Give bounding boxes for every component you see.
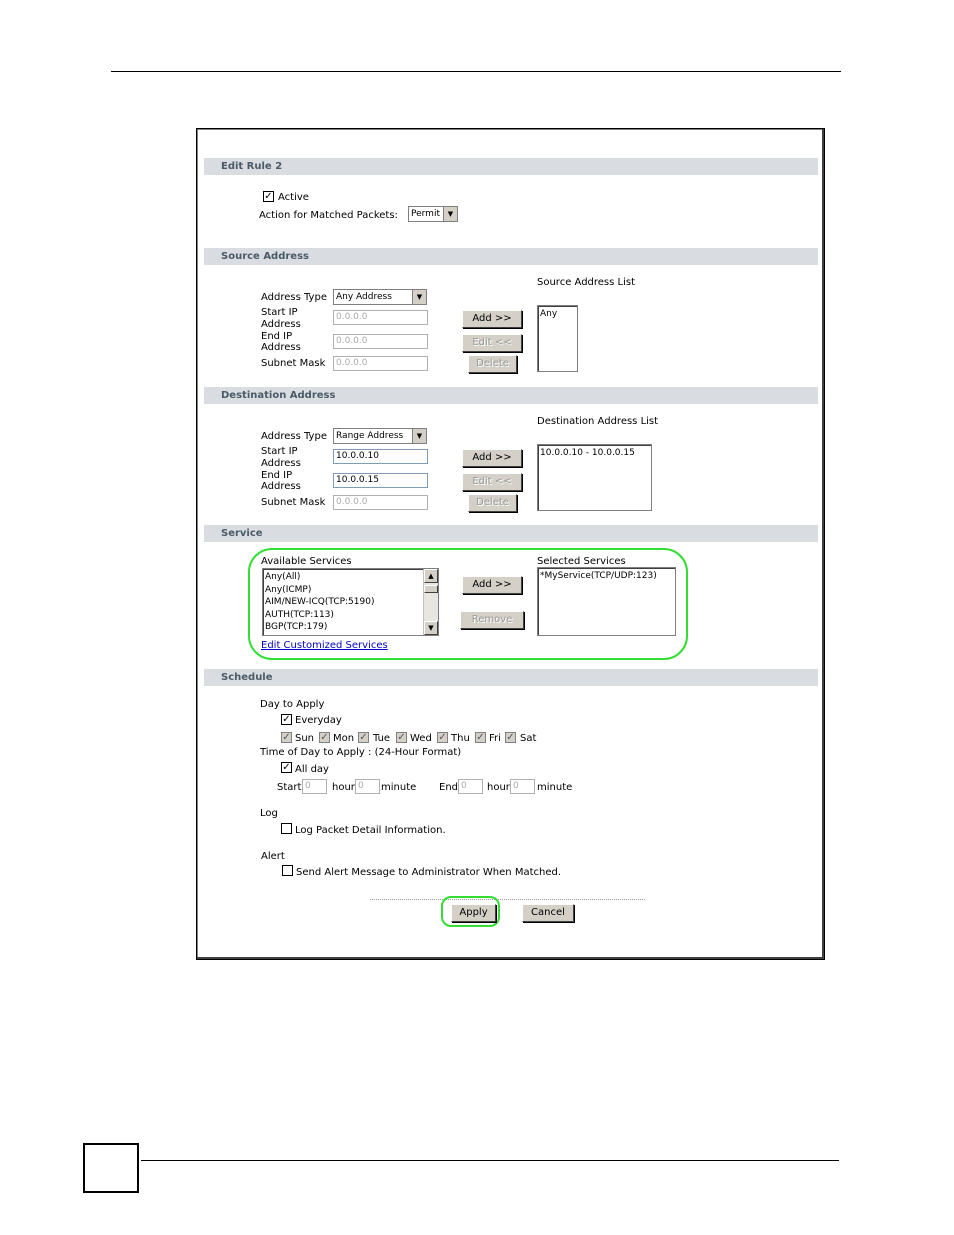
day-tue-checkbox[interactable] [358, 732, 369, 743]
scroll-thumb[interactable] [424, 585, 438, 593]
destination-start-ip-label: Start IP [261, 446, 298, 457]
list-item[interactable]: AIM/NEW-ICQ(TCP:5190) [265, 597, 375, 607]
source-title: Source Address [221, 251, 309, 262]
source-address-type-value: Any Address [336, 292, 392, 302]
source-end-ip-input[interactable]: 0.0.0.0 [333, 334, 428, 349]
destination-subnet-input[interactable]: 0.0.0.0 [333, 495, 428, 510]
list-item[interactable]: BGP(TCP:179) [265, 622, 328, 632]
check-icon: ✓ [397, 732, 406, 743]
source-add-button[interactable]: Add >> [462, 310, 522, 328]
service-remove-button[interactable]: Remove [460, 611, 524, 629]
alert-title: Alert [261, 851, 285, 862]
service-title: Service [221, 528, 263, 539]
day-sat-label: Sat [520, 733, 537, 744]
day-fri-label: Fri [489, 733, 501, 744]
edit-customized-services-link[interactable]: Edit Customized Services [261, 640, 388, 651]
list-item[interactable]: AUTH(TCP:113) [265, 609, 334, 620]
everyday-checkbox[interactable] [281, 714, 292, 725]
scroll-down-icon[interactable]: ▼ [424, 621, 438, 635]
destination-address-type-select[interactable] [333, 428, 427, 444]
source-subnet-label: Subnet Mask [261, 358, 326, 369]
start-minute-label: minute [381, 782, 417, 793]
selected-services-label: Selected Services [537, 556, 626, 567]
day-wed-checkbox[interactable] [396, 732, 407, 743]
source-address-type-label: Address Type [261, 292, 327, 303]
end-hour-input[interactable]: 0 [458, 779, 483, 794]
destination-end-ip-label-2: Address [261, 481, 301, 492]
check-icon: ✓ [359, 732, 368, 743]
button-divider [370, 899, 645, 900]
service-add-button[interactable]: Add >> [462, 576, 522, 594]
destination-start-ip-input[interactable]: 10.0.0.10 [333, 449, 428, 464]
destination-list-title: Destination Address List [537, 416, 659, 427]
service-section-bar [204, 525, 818, 542]
day-mon-label: Mon [333, 733, 355, 744]
allday-label: All day [295, 764, 329, 775]
day-thu-label: Thu [451, 733, 470, 744]
destination-subnet-label: Subnet Mask [261, 497, 326, 508]
edit-rule-section-bar [204, 158, 818, 175]
check-icon: ✓ [282, 762, 291, 773]
alert-checkbox[interactable] [282, 865, 293, 876]
list-item[interactable]: Any(All) [265, 572, 301, 582]
action-select[interactable] [408, 206, 458, 222]
list-item[interactable]: 10.0.0.10 - 10.0.0.15 [540, 448, 635, 458]
destination-address-type-value: Range Address [336, 431, 404, 441]
day-sun-label: Sun [295, 733, 315, 744]
end-minute-input[interactable]: 0 [510, 779, 535, 794]
available-services-list[interactable] [262, 568, 439, 636]
destination-end-ip-label: End IP [261, 470, 293, 481]
destination-start-ip-label-2: Address [261, 458, 301, 469]
scroll-up-icon[interactable]: ▲ [424, 569, 438, 583]
destination-add-button[interactable]: Add >> [462, 449, 522, 467]
start-minute-input[interactable]: 0 [355, 779, 380, 794]
available-services-label: Available Services [261, 556, 352, 567]
page-header-rule [111, 71, 841, 72]
day-sat-checkbox[interactable] [505, 732, 516, 743]
schedule-section-bar [204, 669, 818, 686]
end-hour-label: hour [487, 782, 510, 793]
allday-checkbox[interactable] [281, 762, 292, 773]
destination-delete-button[interactable]: Delete [468, 494, 517, 512]
check-icon: ✓ [282, 732, 291, 743]
destination-end-ip-input[interactable]: 10.0.0.15 [333, 473, 428, 488]
list-item[interactable]: Any(ICMP) [265, 584, 312, 595]
destination-address-list[interactable] [537, 444, 652, 511]
chevron-down-icon: ▼ [412, 290, 426, 304]
apply-button[interactable]: Apply [451, 904, 496, 922]
selected-services-list[interactable] [537, 567, 676, 636]
check-icon: ✓ [476, 732, 485, 743]
page-footer-rule [141, 1160, 839, 1161]
source-edit-button[interactable]: Edit << [462, 334, 522, 352]
check-icon: ✓ [264, 191, 273, 202]
end-minute-label: minute [537, 782, 573, 793]
action-select-value: Permit [411, 209, 440, 219]
start-hour-label: hour [332, 782, 355, 793]
edit-rule-title: Edit Rule 2 [221, 161, 283, 172]
active-label: Active [278, 192, 309, 203]
check-icon: ✓ [320, 732, 329, 743]
day-wed-label: Wed [410, 733, 432, 744]
source-end-ip-label: End IP [261, 331, 293, 342]
check-icon: ✓ [438, 732, 447, 743]
chevron-down-icon: ▼ [443, 207, 457, 221]
start-label: Start [277, 782, 302, 793]
cancel-button[interactable]: Cancel [522, 904, 574, 922]
source-start-ip-label: Start IP [261, 307, 298, 318]
source-end-ip-label-2: Address [261, 342, 301, 353]
active-checkbox[interactable] [263, 191, 274, 202]
log-detail-label: Log Packet Detail Information. [295, 825, 446, 836]
source-list-title: Source Address List [537, 277, 636, 288]
day-sun-checkbox[interactable] [281, 732, 292, 743]
action-label: Action for Matched Packets: [259, 210, 398, 221]
source-start-ip-input[interactable]: 0.0.0.0 [333, 310, 428, 325]
everyday-label: Everyday [295, 715, 342, 726]
destination-title: Destination Address [221, 390, 336, 401]
start-hour-input[interactable]: 0 [302, 779, 327, 794]
log-detail-checkbox[interactable] [281, 823, 292, 834]
day-thu-checkbox[interactable] [437, 732, 448, 743]
list-item[interactable]: Any [540, 309, 558, 319]
day-fri-checkbox[interactable] [475, 732, 486, 743]
destination-edit-button[interactable]: Edit << [462, 473, 522, 491]
source-address-type-select[interactable] [333, 289, 427, 305]
check-icon: ✓ [282, 714, 291, 725]
time-of-day-label: Time of Day to Apply : (24-Hour Format) [260, 747, 462, 758]
available-services-scrollbar[interactable] [423, 569, 438, 635]
check-icon: ✓ [506, 732, 515, 743]
list-item[interactable]: *MyService(TCP/UDP:123) [540, 571, 657, 581]
page-number-box [83, 1143, 139, 1193]
alert-label: Send Alert Message to Administrator When Matched. [296, 867, 562, 878]
source-delete-button[interactable]: Delete [468, 355, 517, 373]
schedule-title: Schedule [221, 672, 273, 683]
source-address-list[interactable] [537, 305, 578, 372]
source-subnet-input[interactable]: 0.0.0.0 [333, 356, 428, 371]
day-to-apply-label: Day to Apply [260, 699, 325, 710]
chevron-down-icon: ▼ [412, 429, 426, 443]
log-title: Log [260, 808, 278, 819]
destination-address-type-label: Address Type [261, 431, 327, 442]
day-tue-label: Tue [373, 733, 391, 744]
source-start-ip-label-2: Address [261, 319, 301, 330]
day-mon-checkbox[interactable] [319, 732, 330, 743]
end-label: End [439, 782, 459, 793]
